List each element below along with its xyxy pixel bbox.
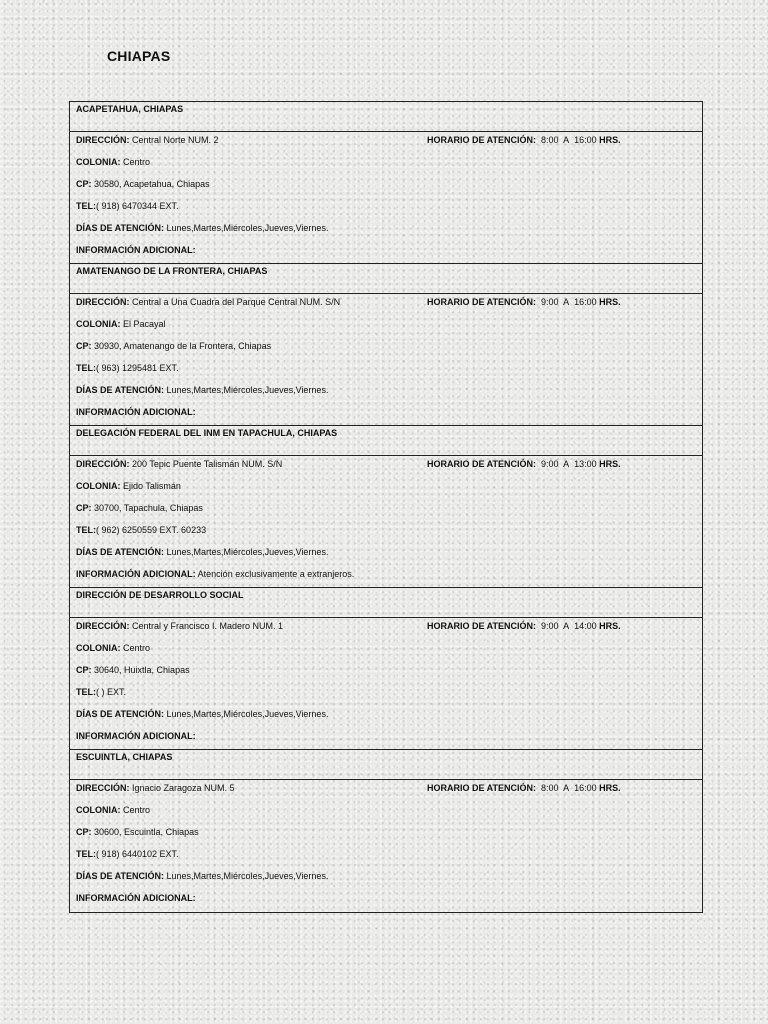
hora-fin: 16:00	[574, 135, 597, 145]
tel-value: ( 918) 6470344 EXT.	[96, 201, 179, 211]
hrs-label: HRS.	[599, 621, 621, 631]
cp-label: CP:	[76, 827, 92, 837]
tel-value: ( 963) 1295481 EXT.	[96, 363, 179, 373]
tel-label: TEL:	[76, 849, 96, 859]
colonia-value: Centro	[123, 157, 151, 167]
info-label: INFORMACIÓN ADICIONAL:	[76, 893, 196, 903]
office-name-row	[70, 426, 702, 456]
a-separator: A	[563, 297, 570, 307]
office-name-row	[70, 102, 702, 132]
cp-label: CP:	[76, 179, 92, 189]
hrs-label: HRS.	[599, 135, 621, 145]
cp-value: 30930, Amatenango de la Frontera, Chiapas	[94, 341, 272, 351]
cp-label: CP:	[76, 665, 92, 675]
colonia-label: COLONIA:	[76, 481, 121, 491]
tel-value: ( 962) 6250559 EXT. 60233	[96, 525, 207, 535]
info-label: INFORMACIÓN ADICIONAL:	[76, 407, 196, 417]
info-label: INFORMACIÓN ADICIONAL:	[76, 731, 196, 741]
offices-table	[69, 101, 703, 913]
colonia-label: COLONIA:	[76, 643, 121, 653]
direccion-label: DIRECCIÓN:	[76, 783, 130, 793]
tel-label: TEL:	[76, 363, 96, 373]
hora-fin: 13:00	[574, 459, 597, 469]
a-separator: A	[563, 783, 570, 793]
dias-value: Lunes,Martes,Miércoles,Jueves,Viernes.	[166, 709, 329, 719]
office-name: DIRECCIÓN DE DESARROLLO SOCIAL	[76, 590, 244, 600]
horario	[427, 296, 621, 309]
horario-label: HORARIO DE ATENCIÓN:	[427, 135, 536, 145]
dias-label: DÍAS DE ATENCIÓN:	[76, 709, 165, 719]
direccion-value: Central Norte NUM. 2	[132, 135, 219, 145]
tel-label: TEL:	[76, 687, 96, 697]
colonia-value: Centro	[123, 805, 151, 815]
dias-label: DÍAS DE ATENCIÓN:	[76, 871, 165, 881]
hora-fin: 16:00	[574, 783, 597, 793]
dias-value: Lunes,Martes,Miércoles,Jueves,Viernes.	[166, 547, 329, 557]
direccion-value: Central y Francisco I. Madero NUM. 1	[132, 621, 284, 631]
hrs-label: HRS.	[599, 783, 621, 793]
a-separator: A	[563, 135, 570, 145]
office-name: ACAPETAHUA, CHIAPAS	[76, 104, 184, 114]
office-details	[70, 132, 702, 264]
cp-value: 30700, Tapachula, Chiapas	[94, 503, 203, 513]
horario	[427, 782, 621, 795]
direccion-value: 200 Tepic Puente Talismán NUM. S/N	[132, 459, 283, 469]
horario-label: HORARIO DE ATENCIÓN:	[427, 297, 536, 307]
direccion-label: DIRECCIÓN:	[76, 459, 130, 469]
horario	[427, 134, 621, 147]
dias-value: Lunes,Martes,Miércoles,Jueves,Viernes.	[166, 223, 329, 233]
dias-value: Lunes,Martes,Miércoles,Jueves,Viernes.	[166, 871, 329, 881]
colonia-value: Ejido Talismán	[123, 481, 181, 491]
office-name-row	[70, 588, 702, 618]
cp-value: 30640, Huixtla, Chiapas	[94, 665, 190, 675]
direccion-value: Ignacio Zaragoza NUM. 5	[132, 783, 235, 793]
colonia-label: COLONIA:	[76, 157, 121, 167]
a-separator: A	[563, 621, 570, 631]
info-value: Atención exclusivamente a extranjeros.	[197, 569, 355, 579]
office-name-row	[70, 750, 702, 780]
colonia-value: El Pacayal	[123, 319, 166, 329]
office-name: AMATENANGO DE LA FRONTERA, CHIAPAS	[76, 266, 268, 276]
cp-label: CP:	[76, 341, 92, 351]
horario	[427, 458, 621, 471]
info-label: INFORMACIÓN ADICIONAL:	[76, 569, 196, 579]
direccion-label: DIRECCIÓN:	[76, 297, 130, 307]
cp-value: 30580, Acapetahua, Chiapas	[94, 179, 210, 189]
hora-inicio: 9:00	[541, 621, 559, 631]
office-details	[70, 780, 702, 912]
hrs-label: HRS.	[599, 459, 621, 469]
tel-label: TEL:	[76, 525, 96, 535]
office-name-row	[70, 264, 702, 294]
hrs-label: HRS.	[599, 297, 621, 307]
hora-fin: 16:00	[574, 297, 597, 307]
horario	[427, 620, 621, 633]
dias-label: DÍAS DE ATENCIÓN:	[76, 223, 165, 233]
dias-label: DÍAS DE ATENCIÓN:	[76, 385, 165, 395]
dias-label: DÍAS DE ATENCIÓN:	[76, 547, 165, 557]
hora-inicio: 8:00	[541, 783, 559, 793]
horario-label: HORARIO DE ATENCIÓN:	[427, 621, 536, 631]
office-name: ESCUINTLA, CHIAPAS	[76, 752, 173, 762]
colonia-value: Centro	[123, 643, 151, 653]
info-label: INFORMACIÓN ADICIONAL:	[76, 245, 196, 255]
horario-label: HORARIO DE ATENCIÓN:	[427, 783, 536, 793]
direccion-label: DIRECCIÓN:	[76, 135, 130, 145]
office-details	[70, 618, 702, 750]
hora-inicio: 9:00	[541, 459, 559, 469]
hora-inicio: 8:00	[541, 135, 559, 145]
tel-value: ( 918) 6440102 EXT.	[96, 849, 179, 859]
colonia-label: COLONIA:	[76, 319, 121, 329]
direccion-value: Central a Una Cuadra del Parque Central NUM. S/N	[132, 297, 341, 307]
office-details	[70, 456, 702, 588]
office-name: DELEGACIÓN FEDERAL DEL INM EN TAPACHULA, CHIAPAS	[76, 428, 338, 438]
dias-value: Lunes,Martes,Miércoles,Jueves,Viernes.	[166, 385, 329, 395]
horario-label: HORARIO DE ATENCIÓN:	[427, 459, 536, 469]
direccion-label: DIRECCIÓN:	[76, 621, 130, 631]
office-details	[70, 294, 702, 426]
hora-inicio: 9:00	[541, 297, 559, 307]
a-separator: A	[563, 459, 570, 469]
hora-fin: 14:00	[574, 621, 597, 631]
cp-label: CP:	[76, 503, 92, 513]
page-title: CHIAPAS	[107, 48, 171, 64]
colonia-label: COLONIA:	[76, 805, 121, 815]
tel-label: TEL:	[76, 201, 96, 211]
cp-value: 30600, Escuintla, Chiapas	[94, 827, 199, 837]
tel-value: ( ) EXT.	[96, 687, 127, 697]
